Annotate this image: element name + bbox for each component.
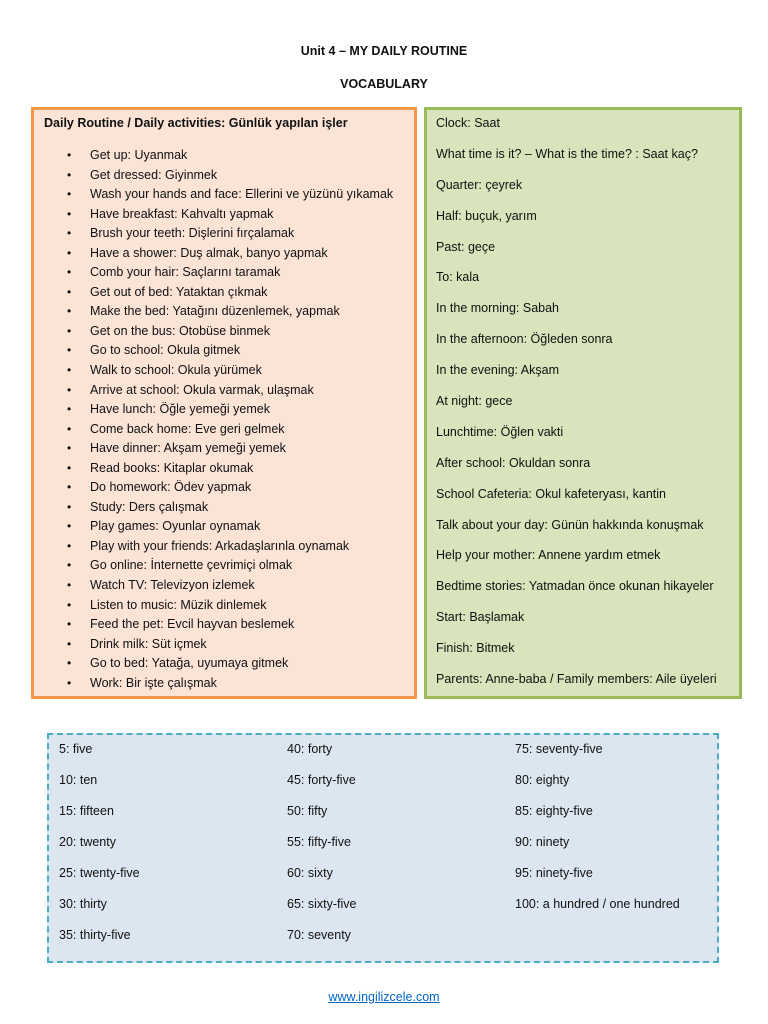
routine-item	[34, 478, 393, 498]
routine-item	[34, 322, 393, 342]
number-item-text: 95: ninety-five	[515, 865, 593, 880]
number-item	[287, 832, 356, 863]
numbers-column-2	[287, 739, 356, 956]
daily-routine-box	[31, 107, 417, 699]
number-item	[287, 801, 356, 832]
bullet-icon: •	[67, 245, 72, 260]
time-item	[436, 515, 717, 546]
time-item-text: What time is it? – What is the time? : Saat kaç?	[436, 146, 698, 161]
routine-item	[34, 263, 393, 283]
routine-item	[34, 615, 393, 635]
number-item-text: 45: forty-five	[287, 772, 356, 787]
bullet-icon: •	[67, 675, 72, 690]
time-item-text: In the morning: Sabah	[436, 301, 559, 316]
number-item-text: 15: fifteen	[59, 803, 114, 818]
time-item-text: In the evening: Akşam	[436, 363, 559, 378]
time-item	[436, 298, 717, 329]
time-item-text: Start: Başlamak	[436, 610, 525, 625]
number-item-text: 30: thirty	[59, 896, 107, 911]
number-item	[515, 863, 680, 894]
routine-item-text: Play games: Oyunlar oynamak	[90, 519, 261, 534]
number-item	[287, 739, 356, 770]
routine-item	[34, 341, 393, 361]
time-item	[436, 113, 717, 144]
bullet-icon: •	[67, 323, 72, 338]
routine-item	[34, 459, 393, 479]
routine-item	[34, 498, 393, 518]
time-item-text: To: kala	[436, 270, 480, 285]
routine-item-text: Listen to music: Müzik dinlemek	[90, 597, 267, 612]
number-item	[59, 801, 140, 832]
routine-item-text: Make the bed: Yatağını düzenlemek, yapmak	[90, 304, 340, 319]
time-item	[436, 144, 717, 175]
routine-item-text: Have breakfast: Kahvaltı yapmak	[90, 206, 274, 221]
bullet-icon: •	[67, 519, 72, 534]
routine-item	[34, 302, 393, 322]
routine-item-text: Get dressed: Giyinmek	[90, 167, 218, 182]
routine-item-text: Wash your hands and face: Ellerini ve yüzünü yıkamak	[90, 187, 394, 202]
bullet-icon: •	[67, 538, 72, 553]
time-item	[436, 175, 717, 206]
time-item-text: Quarter: çeyrek	[436, 177, 523, 192]
time-item	[436, 329, 717, 360]
time-item-text: Help your mother: Annene yardım etmek	[436, 548, 661, 563]
bullet-icon: •	[67, 460, 72, 475]
routine-item-text: Comb your hair: Saçlarını taramak	[90, 265, 281, 280]
number-item	[287, 925, 356, 956]
number-item	[287, 770, 356, 801]
routine-item-text: Read books: Kitaplar okumak	[90, 460, 254, 475]
number-item-text: 60: sixty	[287, 865, 333, 880]
time-item	[436, 391, 717, 422]
routine-item	[34, 361, 393, 381]
bullet-icon: •	[67, 578, 72, 593]
routine-item	[34, 146, 393, 166]
time-item-text: Clock: Saat	[436, 116, 500, 130]
routine-item-text: Get up: Uyanmak	[90, 148, 188, 162]
number-item-text: 35: thirty-five	[59, 927, 131, 942]
routine-item-text: Get out of bed: Yataktan çıkmak	[90, 284, 268, 299]
routine-item-text: Feed the pet: Evcil hayvan beslemek	[90, 617, 295, 632]
routine-item	[34, 439, 393, 459]
footer	[0, 990, 768, 1004]
routine-item	[34, 420, 393, 440]
bullet-icon: •	[67, 382, 72, 397]
time-vocabulary-box	[424, 107, 742, 699]
time-item	[436, 453, 717, 484]
routine-item-text: Have lunch: Öğle yemeği yemek	[90, 402, 270, 417]
routine-item-text: Get on the bus: Otobüse binmek	[90, 323, 270, 338]
routine-item	[34, 381, 393, 401]
time-item	[436, 422, 717, 453]
time-item	[436, 576, 717, 607]
time-item-text: Parents: Anne-baba / Family members: Aile üyeleri	[436, 672, 717, 687]
routine-item-text: Have dinner: Akşam yemeği yemek	[90, 441, 286, 456]
bullet-icon: •	[67, 558, 72, 573]
routine-item-text: Go to bed: Yatağa, uyumaya gitmek	[90, 656, 289, 671]
bullet-icon: •	[67, 167, 72, 182]
number-item-text: 55: fifty-five	[287, 834, 351, 849]
time-item	[436, 638, 717, 669]
time-item	[436, 267, 717, 298]
daily-routine-list	[34, 146, 393, 693]
time-item	[436, 206, 717, 237]
numbers-column-1	[59, 739, 140, 956]
number-item-text: 90: ninety	[515, 834, 570, 849]
routine-item	[34, 400, 393, 420]
number-item	[59, 925, 140, 956]
routine-item-text: Go to school: Okula gitmek	[90, 343, 241, 358]
bullet-icon: •	[67, 499, 72, 514]
number-item	[515, 832, 680, 863]
bullet-icon: •	[67, 284, 72, 299]
routine-item	[34, 596, 393, 616]
number-item-text: 75: seventy-five	[515, 742, 603, 756]
number-item-text: 80: eighty	[515, 772, 570, 787]
time-item-text: Finish: Bitmek	[436, 641, 515, 656]
bullet-icon: •	[67, 617, 72, 632]
number-item	[287, 894, 356, 925]
number-item	[59, 863, 140, 894]
bullet-icon: •	[67, 480, 72, 495]
bullet-icon: •	[67, 402, 72, 417]
routine-item-text: Do homework: Ödev yapmak	[90, 480, 252, 495]
bullet-icon: •	[67, 441, 72, 456]
routine-item-text: Work: Bir işte çalışmak	[90, 675, 217, 690]
time-item-text: After school: Okuldan sonra	[436, 455, 591, 470]
routine-item	[34, 635, 393, 655]
bullet-icon: •	[67, 636, 72, 651]
number-item-text: 10: ten	[59, 772, 98, 787]
routine-item	[34, 576, 393, 596]
time-item	[436, 484, 717, 515]
routine-item	[34, 185, 393, 205]
routine-item-text: Drink milk: Süt içmek	[90, 636, 207, 651]
time-item	[436, 669, 717, 700]
routine-item	[34, 224, 393, 244]
number-item	[59, 739, 140, 770]
numbers-column-3	[515, 739, 680, 925]
daily-routine-heading: Daily Routine / Daily activities: Günlük yapılan işler	[44, 116, 348, 130]
number-item-text: 100: a hundred / one hundred	[515, 896, 680, 911]
number-item	[59, 832, 140, 863]
section-title: VOCABULARY	[340, 77, 428, 91]
routine-item-text: Have a shower: Duş almak, banyo yapmak	[90, 245, 328, 260]
time-item-text: In the afternoon: Öğleden sonra	[436, 332, 613, 347]
routine-item	[34, 674, 393, 694]
routine-item-text: Brush your teeth: Dişlerini fırçalamak	[90, 226, 295, 241]
bullet-icon: •	[67, 343, 72, 358]
number-item	[515, 894, 680, 925]
routine-item	[34, 244, 393, 264]
number-item-text: 65: sixty-five	[287, 896, 357, 911]
bullet-icon: •	[67, 226, 72, 241]
routine-item	[34, 166, 393, 186]
number-item-text: 40: forty	[287, 742, 333, 756]
number-item	[287, 863, 356, 894]
number-item-text: 25: twenty-five	[59, 865, 140, 880]
bullet-icon: •	[67, 206, 72, 221]
time-item-text: Bedtime stories: Yatmadan önce okunan hikayeler	[436, 579, 714, 594]
bullet-icon: •	[67, 265, 72, 280]
time-item	[436, 607, 717, 638]
numbers-box	[47, 733, 719, 963]
routine-item	[34, 556, 393, 576]
time-item-text: School Cafeteria: Okul kafeteryası, kantin	[436, 486, 666, 501]
time-item-text: At night: gece	[436, 394, 513, 409]
number-item-text: 70: seventy	[287, 927, 351, 942]
routine-item-text: Come back home: Eve geri gelmek	[90, 421, 285, 436]
number-item	[515, 801, 680, 832]
number-item	[515, 739, 680, 770]
bullet-icon: •	[67, 304, 72, 319]
routine-item	[34, 537, 393, 557]
number-item-text: 20: twenty	[59, 834, 116, 849]
time-item	[436, 545, 717, 576]
routine-item-text: Watch TV: Televizyon izlemek	[90, 578, 255, 593]
time-item-text: Half: buçuk, yarım	[436, 208, 537, 223]
time-item-text: Lunchtime: Öğlen vakti	[436, 424, 564, 439]
number-item	[515, 770, 680, 801]
bullet-icon: •	[67, 187, 72, 202]
number-item-text: 85: eighty-five	[515, 803, 593, 818]
routine-item-text: Walk to school: Okula yürümek	[90, 363, 262, 378]
unit-title: Unit 4 – MY DAILY ROUTINE	[300, 44, 468, 58]
number-item-text: 50: fifty	[287, 803, 328, 818]
routine-item-text: Arrive at school: Okula varmak, ulaşmak	[90, 382, 314, 397]
bullet-icon: •	[67, 597, 72, 612]
time-item-text: Talk about your day: Günün hakkında konuşmak	[436, 517, 704, 532]
routine-item-text: Play with your friends: Arkadaşlarınla oynamak	[90, 538, 350, 553]
routine-item	[34, 517, 393, 537]
bullet-icon: •	[67, 656, 72, 671]
bullet-icon: •	[67, 148, 72, 162]
routine-item	[34, 205, 393, 225]
routine-item	[34, 283, 393, 303]
bullet-icon: •	[67, 363, 72, 378]
time-vocabulary-list	[436, 113, 717, 700]
bullet-icon: •	[67, 421, 72, 436]
routine-item-text: Go online: İnternette çevrimiçi olmak	[90, 558, 293, 573]
website-link[interactable]: www.ingilizcele.com	[328, 990, 440, 1004]
time-item-text: Past: geçe	[436, 239, 496, 254]
time-item	[436, 237, 717, 268]
number-item-text: 5: five	[59, 742, 93, 756]
time-item	[436, 360, 717, 391]
number-item	[59, 770, 140, 801]
routine-item-text: Study: Ders çalışmak	[90, 499, 209, 514]
number-item	[59, 894, 140, 925]
routine-item	[34, 654, 393, 674]
